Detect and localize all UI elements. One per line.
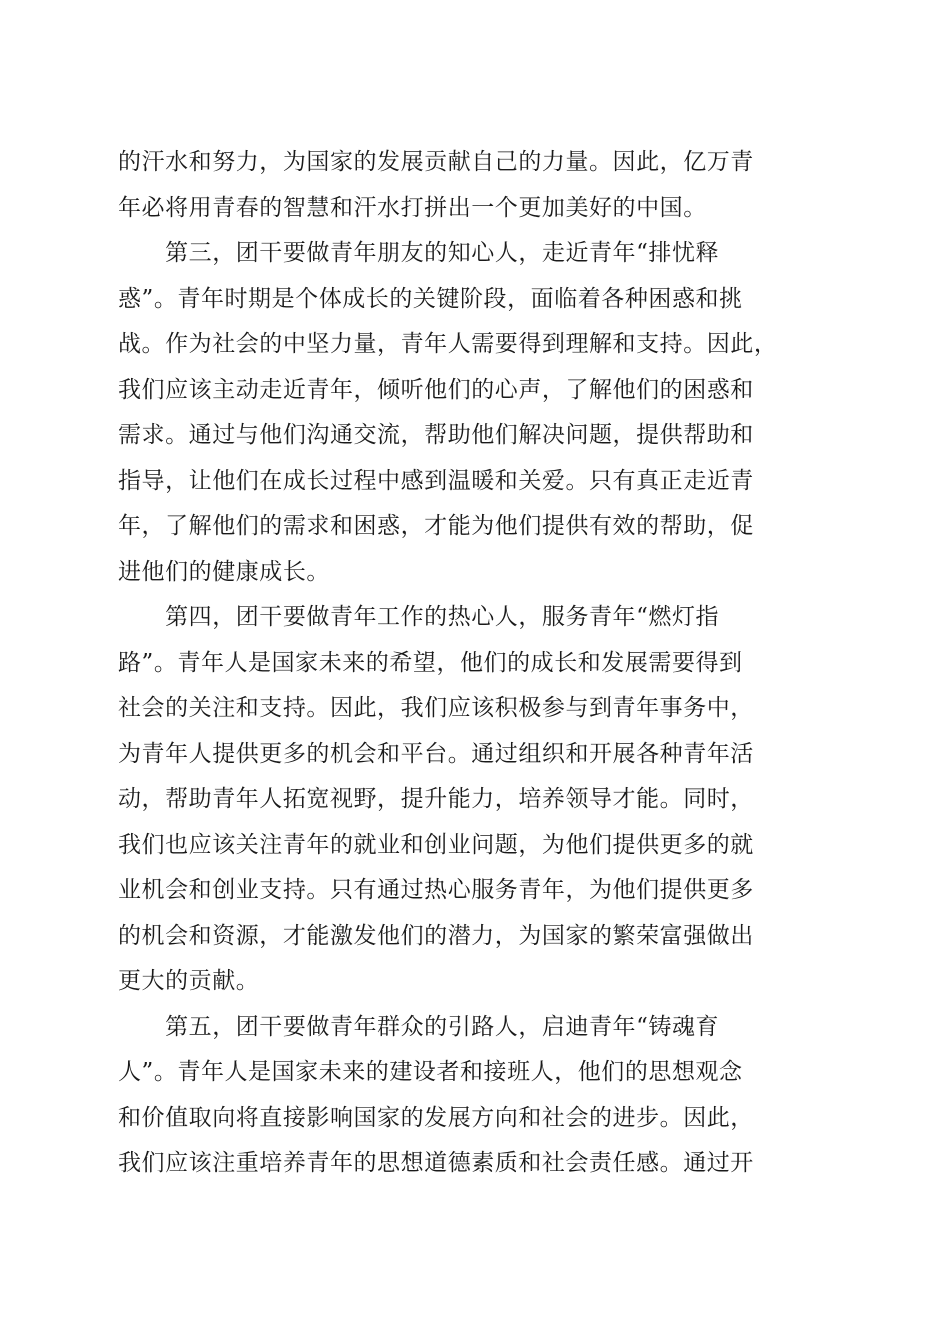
text-line: 社会的关注和支持。因此，我们应该积极参与到青年事务中，	[118, 695, 754, 721]
text-line: 的机会和资源，才能激发他们的潜力，为国家的繁荣富强做出	[118, 922, 754, 949]
text-line: 战。作为社会的中坚力量，青年人需要得到理解和支持。因此，	[118, 331, 778, 357]
text-line: 指导，让他们在成长过程中感到温暖和关爱。只有真正走近青	[118, 467, 754, 494]
text-line: 进他们的健康成长。	[118, 558, 330, 585]
text-line: 我们应该注重培养青年的思想道德素质和社会责任感。通过开	[118, 1150, 754, 1176]
paragraph-start-line: 第四，团干要做青年工作的热心人，服务青年“燃灯指	[118, 604, 720, 630]
text-line: 惑”。青年时期是个体成长的关键阶段，面临着各种困惑和挑	[118, 285, 743, 312]
text-line: 业机会和创业支持。只有通过热心服务青年，为他们提供更多	[118, 877, 754, 903]
text-line: 更大的贡献。	[118, 968, 260, 994]
text-line: 年，了解他们的需求和困惑，才能为他们提供有效的帮助，促	[118, 513, 754, 539]
text-line: 年必将用青春的智慧和汗水打拼出一个更加美好的中国。	[118, 194, 707, 221]
text-line: 为青年人提供更多的机会和平台。通过组织和开展各种青年活	[118, 740, 754, 767]
text-line: 我们应该主动走近青年，倾听他们的心声，了解他们的困惑和	[118, 376, 754, 403]
text-line: 和价值取向将直接影响国家的发展方向和社会的进步。因此，	[118, 1104, 754, 1131]
text-line: 需求。通过与他们沟通交流，帮助他们解决问题，提供帮助和	[118, 422, 754, 448]
text-line: 路”。青年人是国家未来的希望，他们的成长和发展需要得到	[118, 649, 743, 676]
text-line: 人”。青年人是国家未来的建设者和接班人，他们的思想观念	[118, 1059, 743, 1085]
paragraph-start-line: 第三，团干要做青年朋友的知心人，走近青年“排忧释	[118, 240, 720, 266]
text-line: 动，帮助青年人拓宽视野，提升能力，培养领导才能。同时，	[118, 786, 754, 812]
document-body	[118, 140, 830, 1187]
text-line: 我们也应该关注青年的就业和创业问题，为他们提供更多的就	[118, 831, 754, 858]
paragraph-start-line: 第五，团干要做青年群众的引路人，启迪青年“铸魂育	[118, 1013, 720, 1040]
text-line: 的汗水和努力，为国家的发展贡献自己的力量。因此，亿万青	[118, 149, 754, 175]
